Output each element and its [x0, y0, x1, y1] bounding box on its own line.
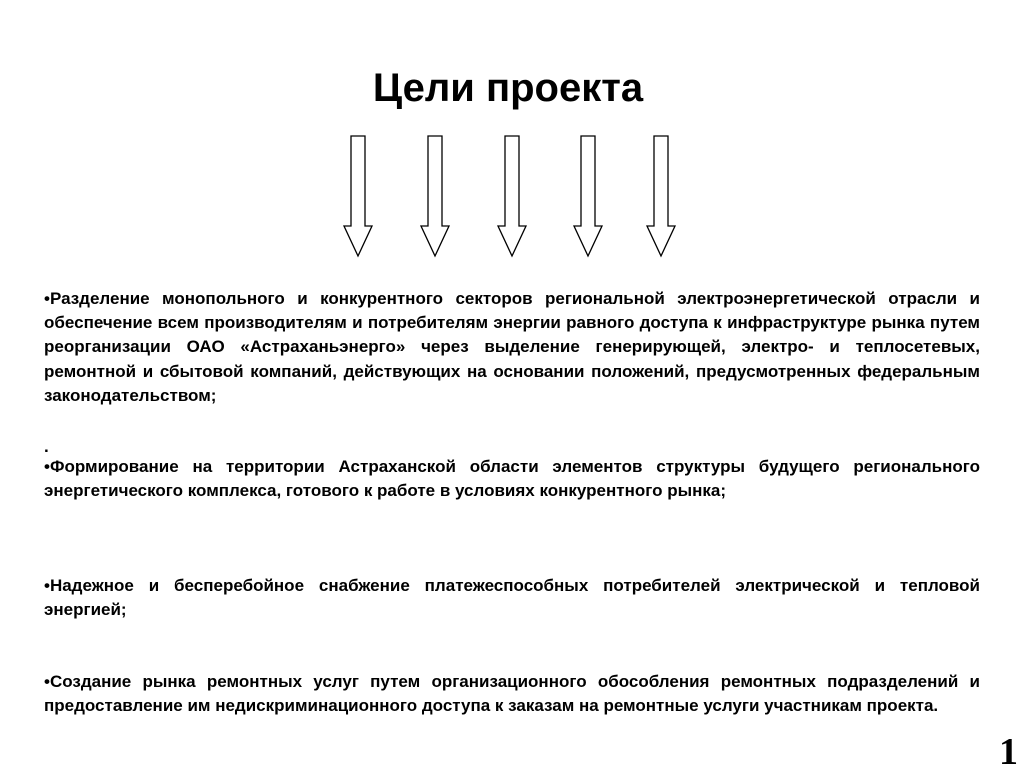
arrow-down-icon	[574, 136, 602, 256]
page-number: 1	[999, 731, 1018, 773]
goal-item: •Создание рынка ремонтных услуг путем организационного обособления ремонтных подразделений и предоставление им недискриминационного доступа к заказам на ремонтные услуги участникам проекта.	[44, 672, 980, 716]
goal-item: •Разделение монопольного и конкурентного секторов региональной электроэнергетической отрасли и обеспечение всем производителям и потребителям энергии равного доступа к инфраструктуре рынка путем реорганизации ОАО «Астраханьэнерго» через выделение генерирующей, электро- и теплосетевых, ремонтной и сбытовой компаний, действующих на основании положений, предусмотренных федеральным законодательством;	[44, 289, 980, 405]
arrow-down-icon	[498, 136, 526, 256]
slide-title: Цели проекта	[372, 66, 644, 110]
goal-item: •Формирование на территории Астраханской области элементов структуры будущего регионального энергетического комплекса, готового к работе в условиях конкурентного рынка;	[44, 457, 980, 501]
stray-dot: .	[44, 437, 49, 456]
goal-item: •Надежное и бесперебойное снабжение платежеспособных потребителей электрической и тепловой энергией;	[44, 576, 980, 620]
arrow-down-icon	[344, 136, 372, 256]
arrow-down-icon	[647, 136, 675, 256]
arrow-down-icon	[421, 136, 449, 256]
